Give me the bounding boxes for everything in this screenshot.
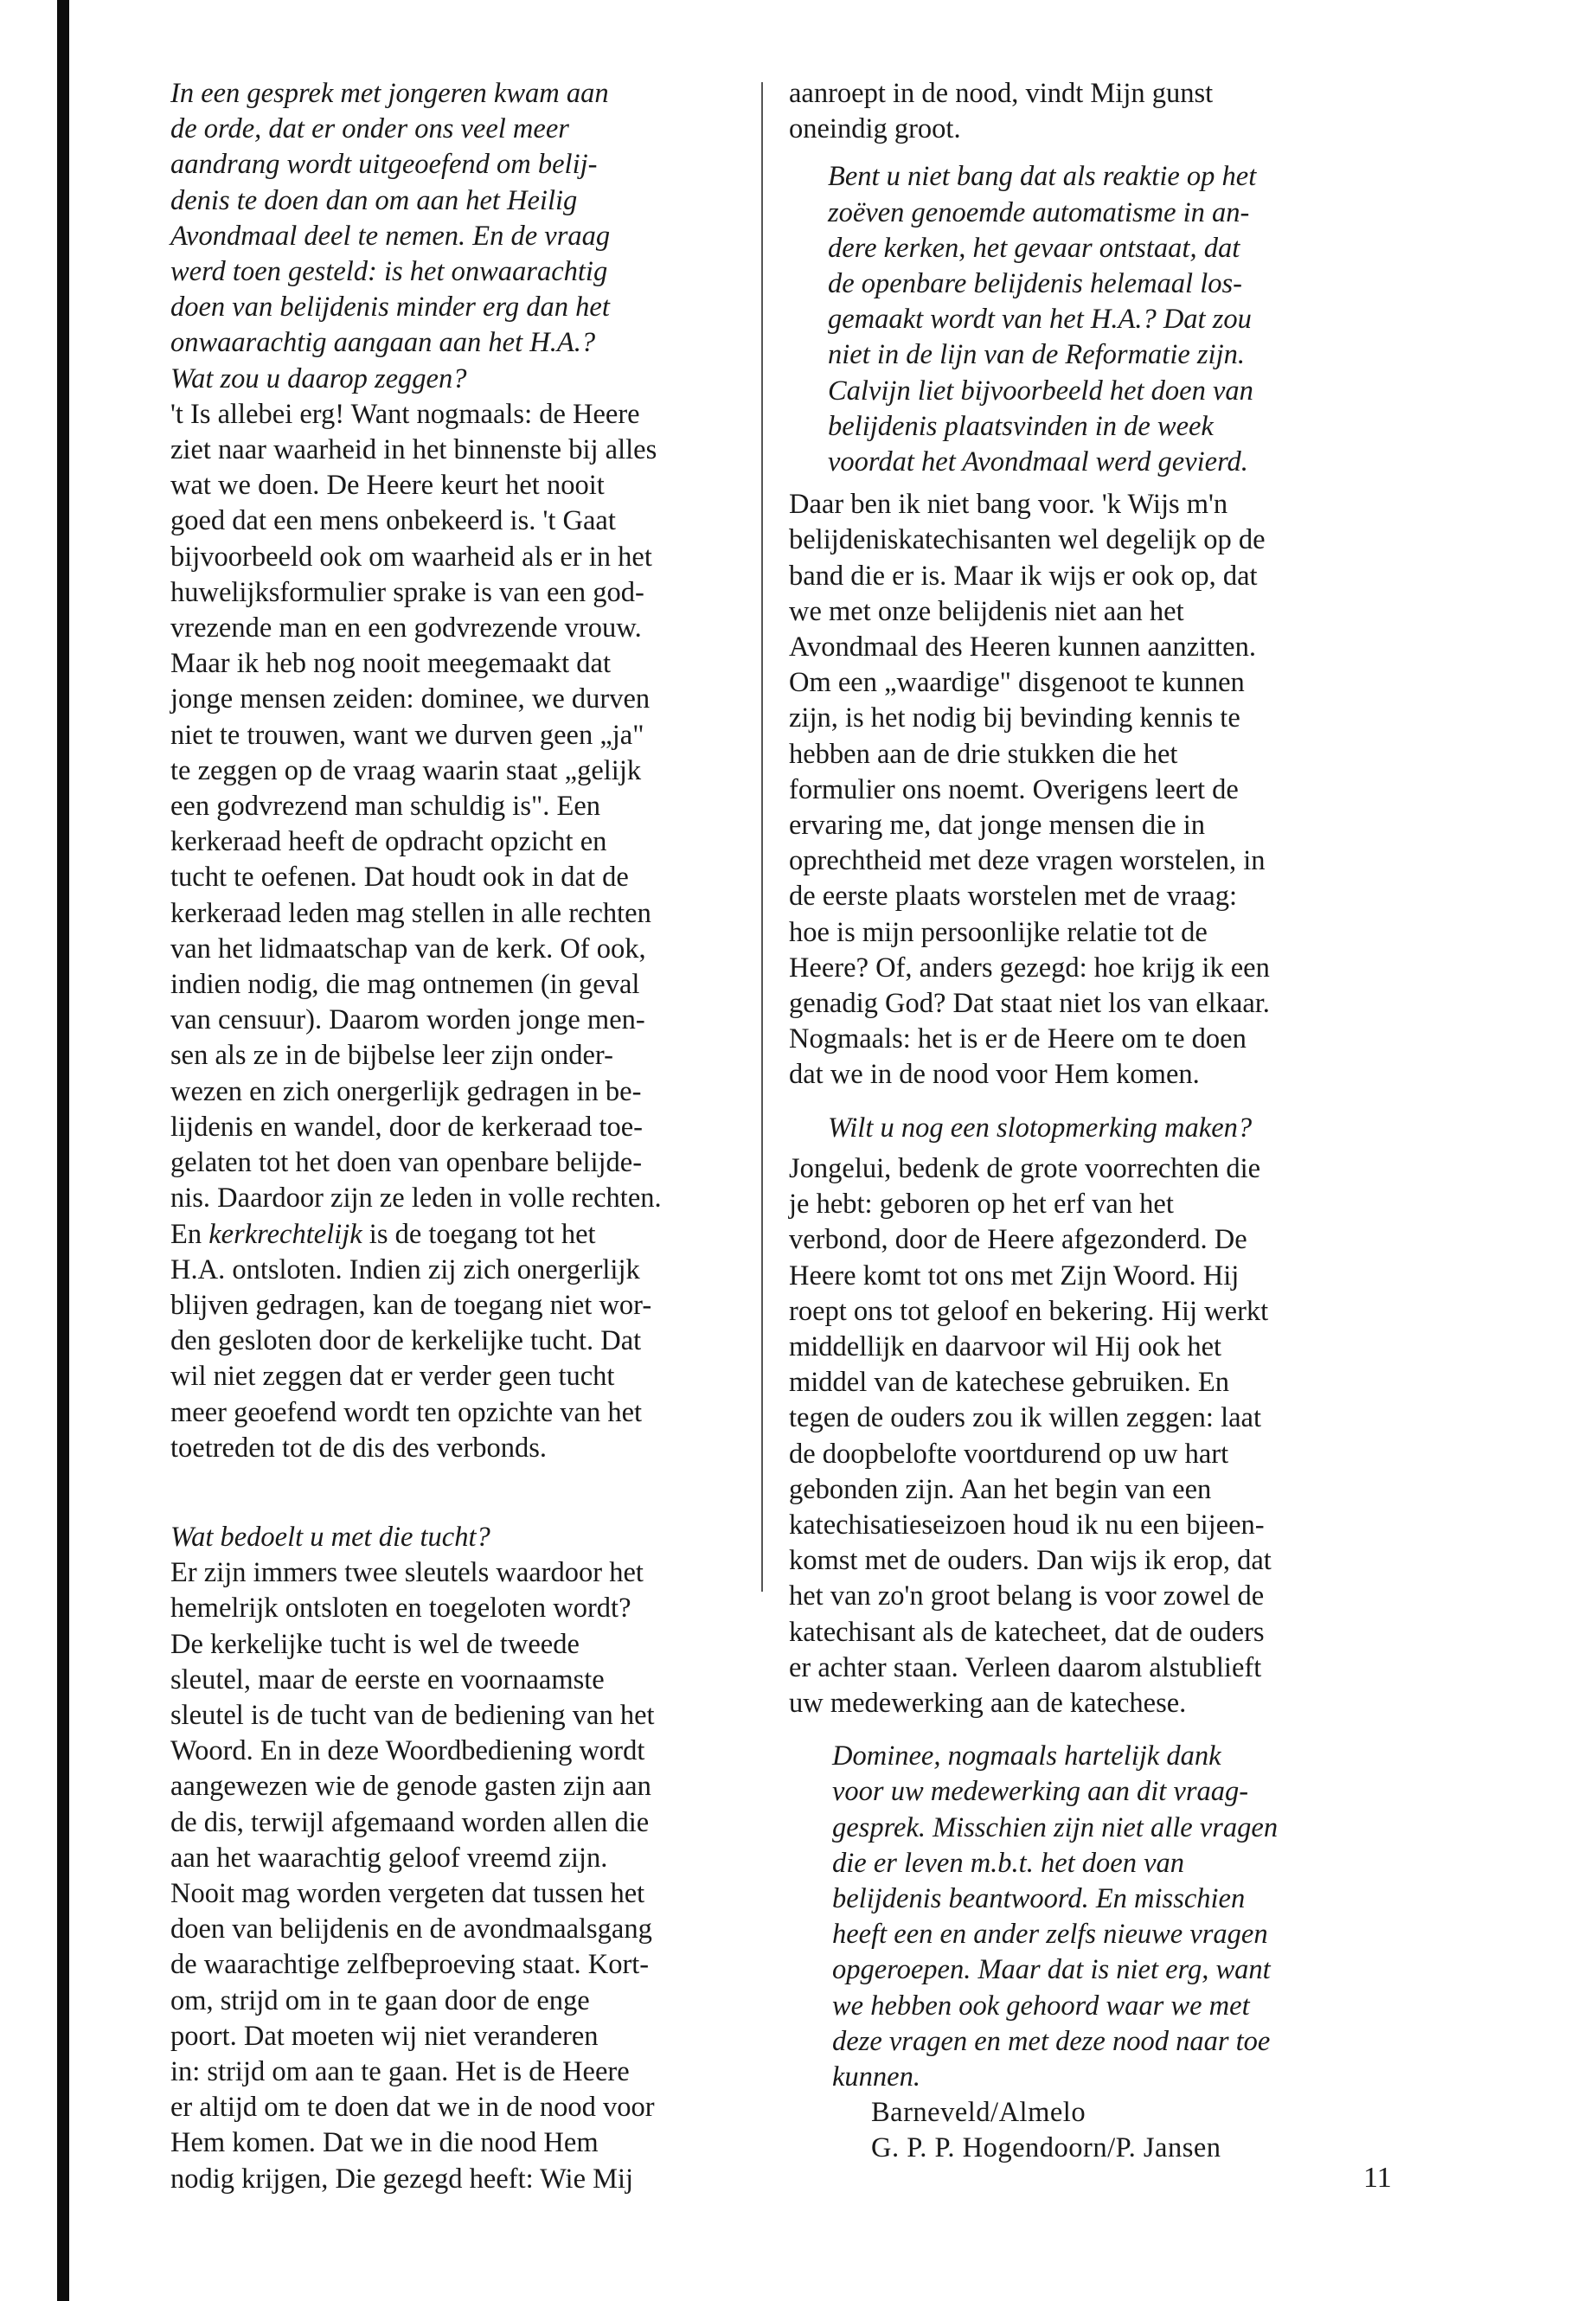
question-paragraph: In een gesprek met jongeren kwam aan de orde, dat er onder ons veel meer aandrang wordt uitgeoefend om belij- denis te doen dan om aan het Heilig Avondmaal deel te nemen. En de vraag werd toen gesteld: is het onwaarachtig doen van belijdenis minder erg dan het onwaarachtig aangaan aan het H.A.? Wat zou u daarop zeggen? — [170, 78, 611, 394]
left-column — [170, 76, 752, 2197]
answer-paragraph: Jongelui, bedenk de grote voorrechten die je hebt: geboren op het erf van het verbond, door de Heere afgezonderd. De Heere komt tot ons met Zijn Woord. Hij roept ons tot geloof en bekering. Hij werkt middellijk en daarvoor wil Hij ook het middel van de katechese gebruiken. En tegen de ouders zou ik willen zeggen: laat de doopbelofte voortdurend op uw hart gebonden zijn. Aan het begin van een katechisatieseizoen houd ik nu een bijeen- komst met de ouders. Dan wijs ik erop, dat het van zo'n groot belang is voor zowel de katechisant als de katecheet, dat de ouders er achter staan. Verleen daarom alstublieft uw medewerking aan de katechese. — [789, 1152, 1272, 1719]
closing-paragraph: Dominee, nogmaals hartelijk dank voor uw medewerking aan dit vraag- gesprek. Misschien zijn niet alle vragen die er leven m.b.t. het doen van belijdenis beantwoord. En misschien heeft een en ander zelfs nieuwe vragen opgeroepen. Maar dat is niet erg, want we hebben ook gehoord waar we met deze vragen en met deze nood naar toe kunnen. — [832, 1740, 1279, 2093]
answer-text: 't Is allebei erg! Want nogmaals: de Heere ziet naar waarheid in het binnenste bij alles wat we doen. De Heere keurt het nooit goed dat een mens onbekeerd is. 't Gaat bijvoorbeeld ook om waarheid als er in het huwelijksformulier sprake is van een god- vrezende man en een godvrezende vrouw. Maar ik heb nog nooit meegemaakt dat jonge mensen zeiden: dominee, we durven niet te trouwen, want we durven geen „ja" te zeggen op de vraag waarin staat „gelijk een godvrezend man schuldig is". Een kerkeraad heeft de opdracht opzicht en tucht te oefenen. Dat houdt ook in dat de kerkeraad leden mag stellen in alle rechten van het lidmaatschap van de kerk. Of ook, indien nodig, die mag ontnemen (in geval van censuur). Daarom worden jonge men- sen als ze in de bijbelse leer zijn onder- wezen en zich onergerlijk gedragen in be- lijdenis en wandel, door de kerkeraad toe- gelaten tot het doen van openbare belijde- nis. Daardoor zijn ze leden in volle rechten. En — [170, 398, 662, 1250]
question-paragraph: Wilt u nog een slotopmerking maken? — [828, 1112, 1253, 1144]
emphasis-term: kerkrechtelijk — [208, 1218, 362, 1250]
right-column — [789, 76, 1401, 2167]
column-divider — [761, 82, 763, 1592]
binding-edge — [57, 0, 69, 2301]
page-number: 11 — [1363, 2162, 1392, 2194]
signature-place: Barneveld/Almelo — [871, 2097, 1086, 2129]
answer-paragraph: Daar ben ik niet bang voor. 'k Wijs m'n belijdeniskatechisanten wel degelijk op de band die er is. Maar ik wijs er ook op, dat we met onze belijdenis niet aan het Avondmaal des Heeren kunnen aanzitten. Om een „waardige" disgenoot te kunnen zijn, is het nodig bij bevinding kennis te hebben aan de drie stukken die het formulier ons noemt. Overigens leert de ervaring me, dat jonge mensen die in oprechtheid met deze vragen worstelen, in de eerste plaats worstelen met de vraag: hoe is mijn persoonlijke relatie tot de Heere? Of, anders gezegd: hoe krijg ik een genadig God? Dat staat niet los van elkaar. Nogmaals: het is er de Heere om te doen dat we in de nood voor Hem komen. — [789, 489, 1270, 1091]
answer-paragraph: aanroept in de nood, vindt Mijn gunst oneindig groot. — [789, 78, 1214, 145]
answer-paragraph — [170, 397, 752, 1466]
answer-text: is de toegang tot het H.A. ontsloten. Indien zij zich onergerlijk blijven gedragen, kan de toegang niet wor- den gesloten door de kerkelijke tucht. Dat wil niet zeggen dat er verder geen tucht meer geoefend wordt ten opzichte van het toetreden tot de dis des verbonds. — [170, 1218, 652, 1464]
question-paragraph: Bent u niet bang dat als reaktie op het zoëven genoemde automatisme in an- dere kerken, het gevaar ontstaat, dat de openbare belijdenis helemaal los- gemaakt wordt van het H.A.? Dat zou niet in de lijn van de Reformatie zijn. Calvijn liet bijvoorbeeld het doen van belijdenis plaatsvinden in de week voordat het Avondmaal werd gevierd. — [828, 161, 1257, 478]
answer-paragraph: Er zijn immers twee sleutels waardoor het hemelrijk ontsloten en toegeloten wordt? De kerkelijke tucht is wel de tweede sleutel, maar de eerste en voornaamste sleutel is de tucht van de bediening van het Woord. En in deze Woordbediening wordt aangewezen wie de genode gasten zijn aan de dis, terwijl afgemaand worden allen die aan het waarachtig geloof vreemd zijn. Nooit mag worden vergeten dat tussen het doen van belijdenis en de avondmaalsgang de waarachtige zelfbeproeving staat. Kort- om, strijd om in te gaan door de enge poort. Dat moeten wij niet veranderen in: strijd om aan te gaan. Het is de Heere er altijd om te doen dat we in de nood voor Hem komen. Dat we in die nood Hem nodig krijgen, Die gezegd heeft: Wie Mij — [170, 1557, 655, 2195]
signature-names: G. P. P. Hogendoorn/P. Jansen — [871, 2132, 1221, 2164]
question-paragraph: Wat bedoelt u met die tucht? — [170, 1521, 490, 1553]
